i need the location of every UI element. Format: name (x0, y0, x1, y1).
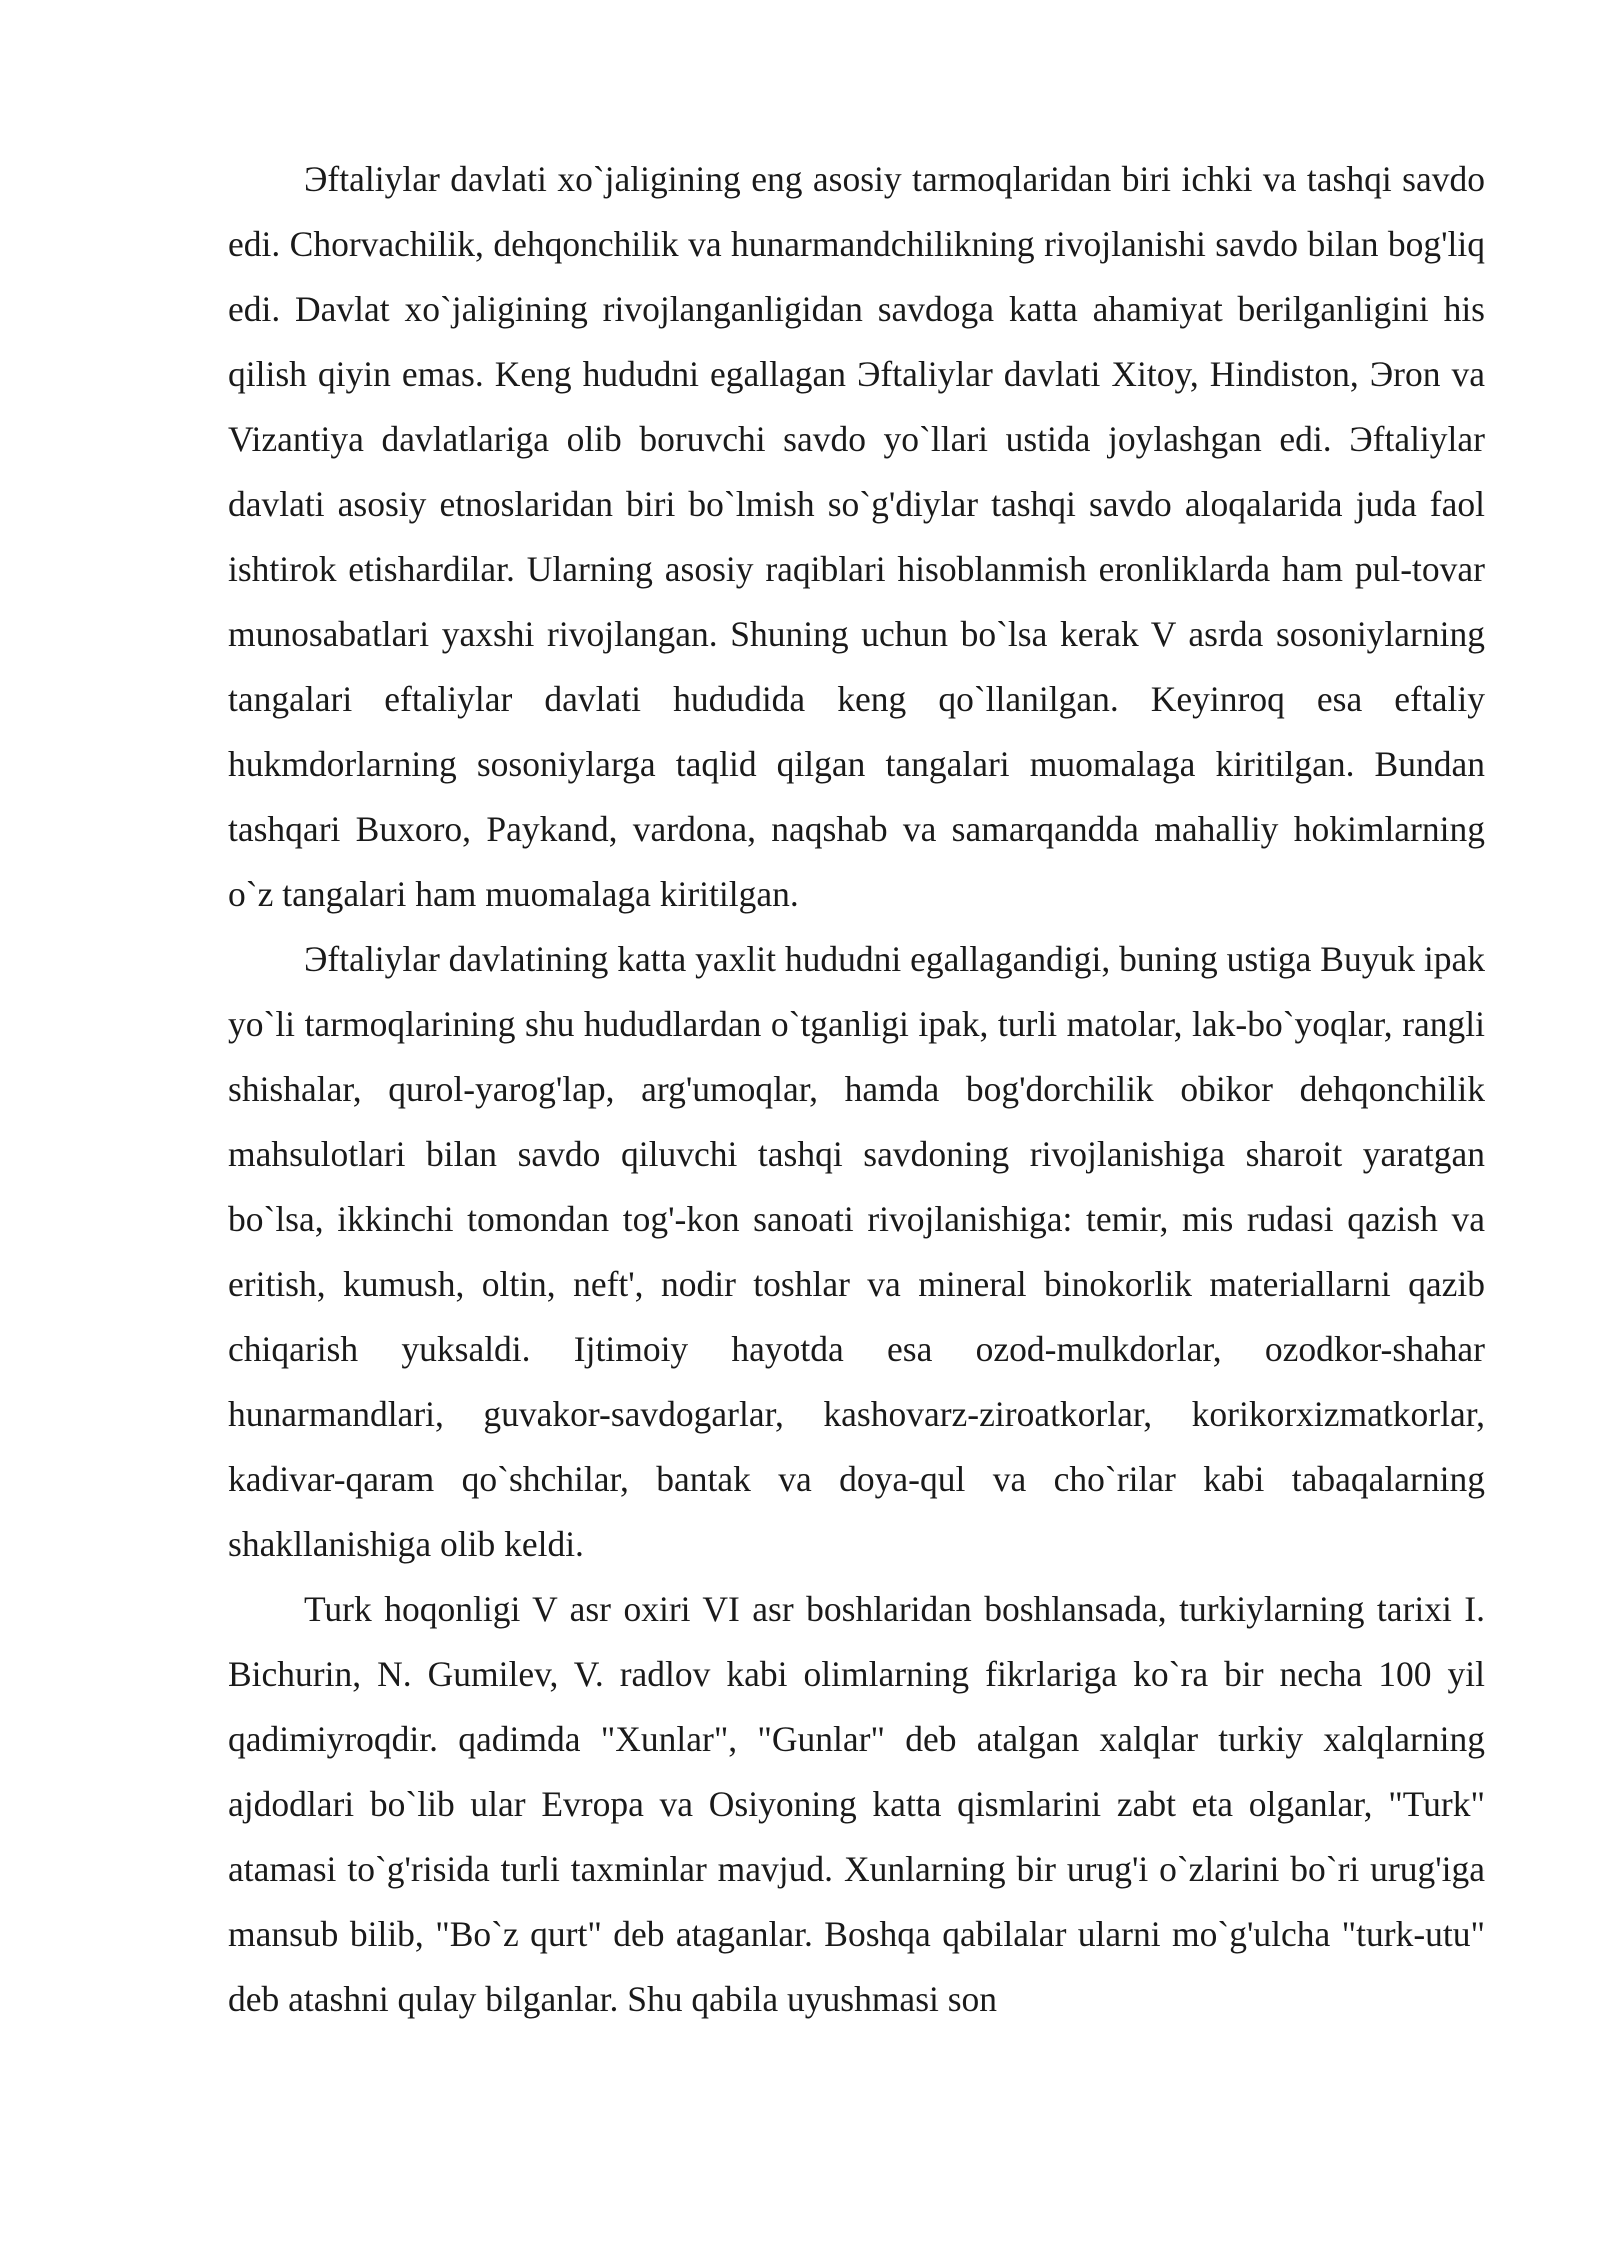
paragraph-eftalites-trade: Эftaliylar davlati xo`jaligining eng asosiy tarmoqlaridan biri ichki va tashqi savdo edi. Chorvachilik, dehqonchilik va hunarmandchilikning rivojlanishi savdo bilan bog'liq edi. Davlat xo`jaligining rivojlanganligidan savdoga katta ahamiyat berilganligini his qilish qiyin emas. Keng hududni egallagan Эftaliylar davlati Xitoy, Hindiston, Эron va Vizantiya davlatlariga olib boruvchi savdo yo`llari ustida joylashgan edi. Эftaliylar davlati asosiy etnoslaridan biri bo`lmish so`g'diylar tashqi savdo aloqalarida juda faol ishtirok etishardilar. Ularning asosiy raqiblari hisoblanmish eronliklarda ham pul-tovar munosabatlari yaxshi rivojlangan. Shuning uchun bo`lsa kerak V asrda sosoniylarning tangalari eftaliylar davlati hududida keng qo`llanilgan. Keyinroq esa eftaliy hukmdorlarning sosoniylarga taqlid qilgan tangalari muomalaga kiritilgan. Bundan tashqari Buxoro, Paykand, vardona, naqshab va samarqandda mahalliy hokimlarning o`z tangalari ham muomalaga kiritilgan. (228, 159, 1485, 914)
paragraph-turkic-khaganate: Turk hoqonligi V asr oxiri VI asr boshlaridan boshlansada, turkiylarning tarixi I. Bichurin, N. Gumilev, V. radlov kabi olimlarning fikrlariga ko`ra bir necha 100 yil qadimiyroqdir. qadimda "Xunlar", "Gunlar" deb atalgan xalqlar turkiy xalqlarning ajdodlari bo`lib ular Evropa va Osiyoning katta qismlarini zabt eta olganlar, "Turk" atamasi to`g'risida turli taxminlar mavjud. Xunlarning bir urug'i o`zlarini bo`ri urug'iga mansub bilib, "Bo`z qurt" deb ataganlar. Boshqa qabilalar ularni mo`g'ulcha "turk-utu" deb atashni qulay bilganlar. Shu qabila uyushmasi son (228, 1589, 1485, 2019)
paragraph-eftalites-economy: Эftaliylar davlatining katta yaxlit hududni egallagandigi, buning ustiga Buyuk ipak yo`li tarmoqlarining shu hududlardan o`tganligi ipak, turli matolar, lak-bo`yoqlar, rangli shishalar, qurol-yarog'lap, arg'umoqlar, hamda bog'dorchilik obikor dehqonchilik mahsulotlari bilan savdo qiluvchi tashqi savdoning rivojlanishiga sharoit yaratgan bo`lsa, ikkinchi tomondan tog'-kon sanoati rivojlanishiga: temir, mis rudasi qazish va eritish, kumush, oltin, neft', nodir toshlar va mineral binokorlik materiallarni qazib chiqarish yuksaldi. Ijtimoiy hayotda esa ozod-mulkdorlar, ozodkor-shahar hunarmandlari, guvakor-savdogarlar, kashovarz-ziroatkorlar, korikorxizmatkorlar, kadivar-qaram qo`shchilar, bantak va doya-qul va cho`rilar kabi tabaqalarning shakllanishiga olib keldi. (228, 939, 1485, 1564)
document-body (228, 147, 1485, 2032)
